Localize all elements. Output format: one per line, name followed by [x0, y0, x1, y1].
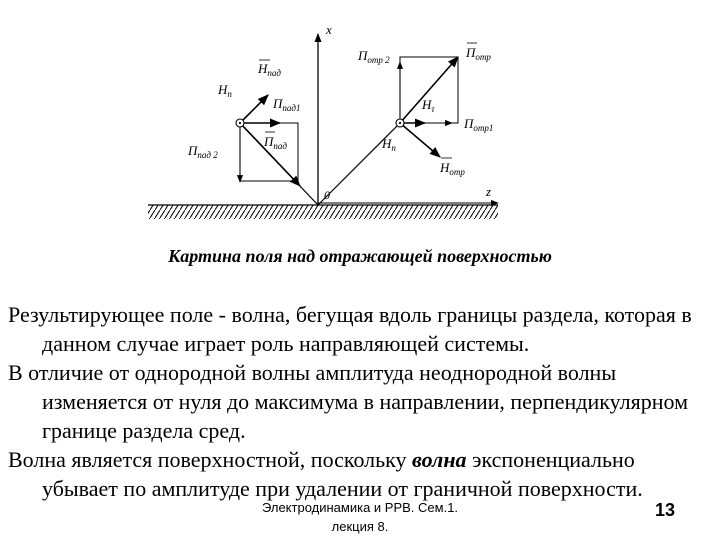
- ground-hatching: [148, 205, 498, 219]
- field-diagram: [140, 10, 510, 225]
- p-otr-vector: [400, 57, 458, 123]
- p-pad-vector: [240, 123, 300, 186]
- h-pad-label: $H_{пад}$: [258, 61, 281, 78]
- emphasis-wave: волна: [412, 447, 467, 472]
- z-axis-label: z: [486, 184, 492, 199]
- p-pad-label: $П_{пад}$: [264, 134, 287, 151]
- footer-course: Электродинамика и РРВ. Сем.1.: [261, 500, 459, 515]
- h-n-left-label: $H_n$: [218, 82, 232, 99]
- footer-lecture: лекция 8.: [331, 519, 389, 534]
- x-axis-label: x: [326, 22, 332, 37]
- figure-caption: Картина поля над отражающей поверхностью: [168, 246, 552, 266]
- h-n-right-label: $H_n$: [382, 136, 396, 153]
- paragraph-2: В отличие от однородной волны амплитуда неоднородной волны изменяется от нуля до максимума в направлении, перпендикулярном границе раздела сред.: [8, 360, 689, 443]
- h-otr-vector: [400, 123, 440, 157]
- h-otr-label: $H_{отр}$: [440, 160, 465, 177]
- paragraph-1: Результирующее поле - волна, бегущая вдоль границы раздела, которая в данном случае играет роль направляющей системы.: [8, 302, 692, 356]
- footer: [250, 498, 470, 536]
- h-tau-label: $H_\tau$: [422, 97, 435, 114]
- p-otr1-label: $П_{отр1}$: [464, 116, 494, 133]
- p-pad2-label: $П_{пад 2}$: [188, 143, 218, 160]
- p-otr-label: $П_{отр}$: [466, 45, 491, 62]
- page-number: 13: [655, 500, 676, 520]
- h-pad-vector: [240, 95, 268, 123]
- body-text: [8, 300, 716, 503]
- origin-label: 0: [324, 188, 330, 202]
- p-otr2-label: $П_{отр 2}$: [358, 48, 390, 65]
- p-pad1-label: $П_{пад1}$: [273, 96, 301, 113]
- paragraph-3: Волна является поверхностной, поскольку волна экспоненциально убывает по амплитуде при удалении от граничной поверхности.: [8, 447, 643, 501]
